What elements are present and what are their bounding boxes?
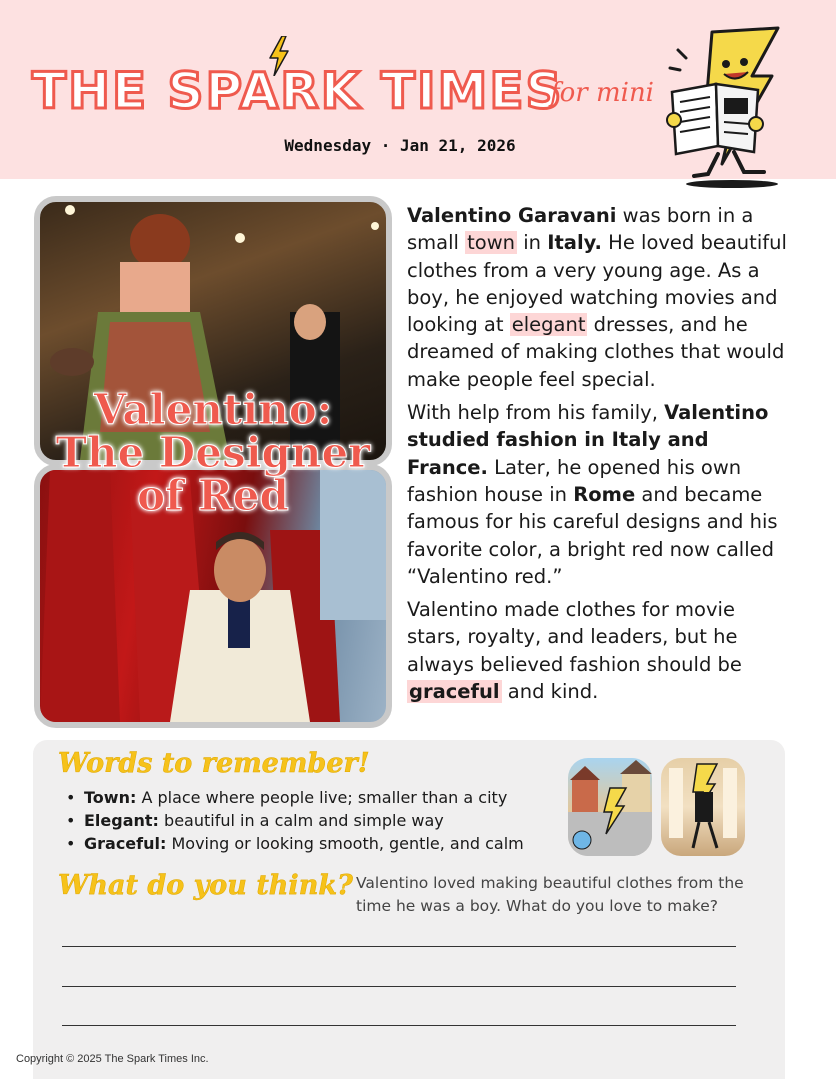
discussion-heading: What do you think? — [58, 870, 353, 901]
article-text: and became famous for his careful designs and his favorite color, a bright red now called “Valentino red.” — [407, 482, 778, 588]
vocabulary-highlight: elegant — [511, 313, 586, 337]
article-text: was born in a small — [407, 204, 754, 255]
vocabulary-term: Town: — [84, 788, 137, 807]
discussion-prompt: Valentino loved making beautiful clothes from the time he was a boy. What do you love to make? — [356, 874, 744, 915]
vocabulary-term: Graceful: — [84, 834, 167, 853]
article-text: Later, he opened his own fashion house in — [407, 455, 742, 506]
emphasized-text: Italy. — [547, 231, 602, 255]
town-illustration — [568, 758, 652, 856]
newspaper-title: THE SPARK TIMES — [32, 62, 564, 120]
emphasized-text: Valentino studied fashion in Italy and France. — [407, 401, 769, 479]
vocabulary-item — [66, 832, 566, 855]
emphasized-text: Valentino Garavani — [407, 204, 617, 227]
article-paragraph — [407, 596, 791, 705]
feature-headline — [34, 385, 392, 520]
newspaper-mascot-icon — [660, 24, 790, 190]
vocabulary-highlight: graceful — [409, 680, 500, 704]
illustration-scene — [661, 758, 745, 856]
vocabulary-item — [66, 809, 566, 832]
answer-line[interactable] — [62, 986, 736, 987]
article-paragraph — [407, 399, 791, 590]
article-text: in — [517, 231, 548, 255]
vocabulary-definition: beautiful in a calm and simple way — [158, 811, 444, 830]
copyright-notice: Copyright © 2025 The Spark Times Inc. — [16, 1053, 209, 1065]
headline-line: The Designer — [55, 428, 371, 477]
article-text: He loved beautiful clothes from a very young age. As a boy, he enjoyed watching movies and looking at — [407, 231, 787, 337]
elegant-walk-illustration — [661, 758, 745, 856]
headline-line: of Red — [137, 471, 289, 520]
article-text: dresses, and he dreamed of making clothes that would make people feel special. — [407, 313, 785, 391]
vocabulary-list — [66, 786, 566, 855]
masthead-banner — [0, 0, 836, 179]
article-body — [407, 202, 791, 711]
vocabulary-heading: Words to remember! — [58, 748, 370, 779]
vocabulary-definition: A place where people live; smaller than a city — [136, 788, 508, 807]
answer-line[interactable] — [62, 946, 736, 947]
article-text: With help from his family, — [407, 401, 665, 425]
illustration-scene — [568, 758, 652, 856]
answer-line[interactable] — [62, 1025, 736, 1026]
vocabulary-highlight: town — [467, 231, 516, 255]
vocabulary-term: Elegant: — [84, 811, 159, 830]
vocabulary-definition: Moving or looking smooth, gentle, and calm — [166, 834, 524, 853]
edition-label: for mini — [550, 78, 654, 108]
issue-date: Wednesday · Jan 21, 2026 — [284, 136, 516, 155]
headline-line: Valentino: — [93, 385, 333, 434]
emphasized-text: Rome — [573, 482, 636, 506]
article-text: and kind. — [501, 680, 599, 704]
article-paragraph — [407, 202, 791, 393]
vocabulary-item — [66, 786, 566, 809]
article-text: Valentino made clothes for movie stars, royalty, and leaders, but he always believed fashion should be — [407, 598, 742, 676]
